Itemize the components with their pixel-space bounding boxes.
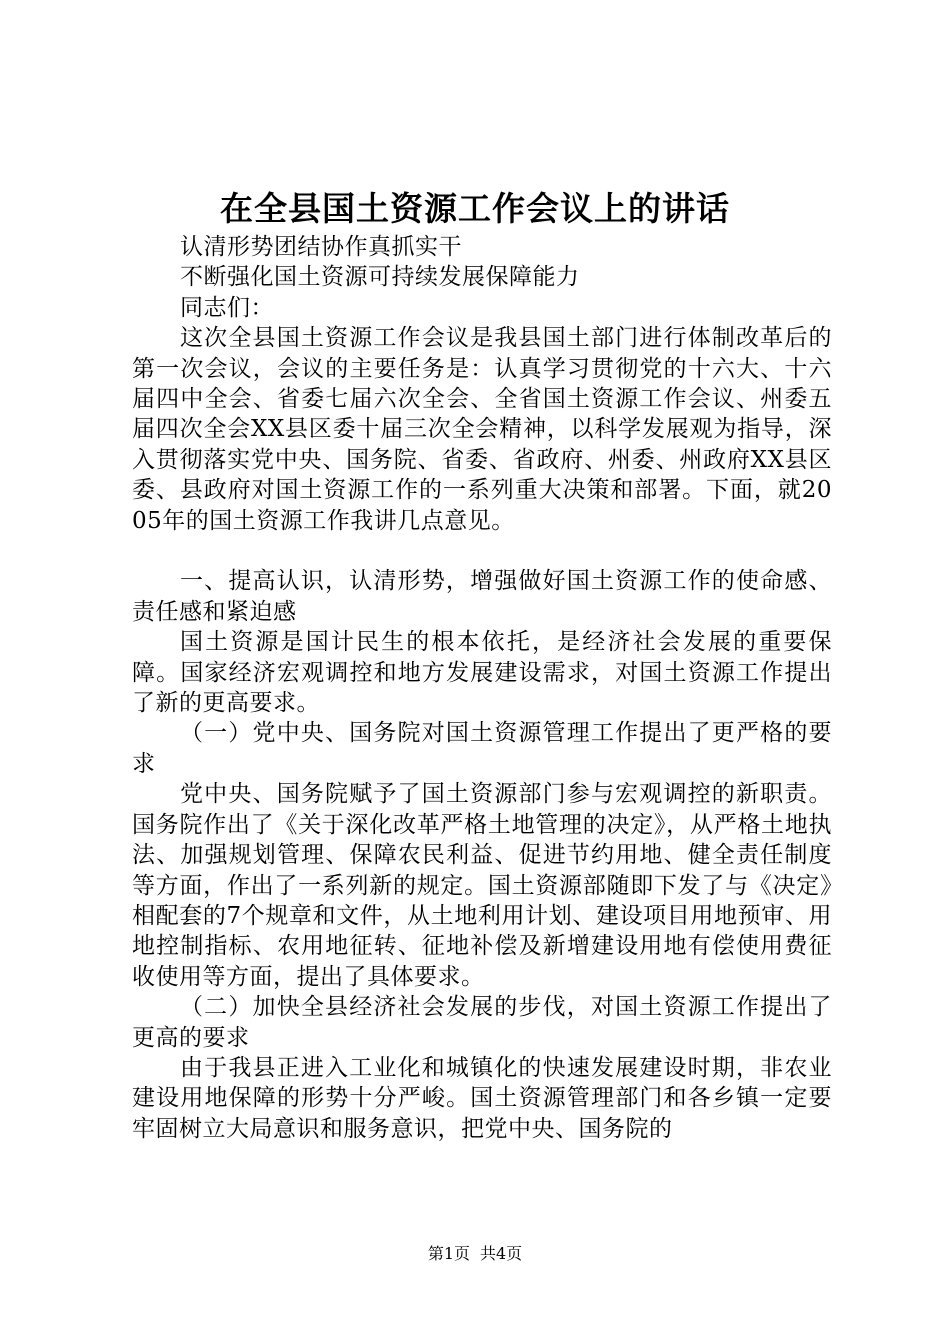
paragraph: 党中央、国务院赋予了国土资源部门参与宏观调控的新职责。国务院作出了《关于深化改革严格土地管理的决定》，从严格土地执法、加强规划管理、保障农民利益、促进节约用地、健全责任制度等方面，作出了一系列新的规定。国土资源部随即下发了与《决定》相配套的7个规章和文件，从土地利用计划、建设项目用地预审、用地控制指标、农用地征转、征地补偿及新增建设用地有偿使用费征收使用等方面，提出了具体要求。 xyxy=(132,781,832,990)
section-heading-1: 一、提高认识，认清形势，增强做好国土资源工作的使命感、责任感和紧迫感 xyxy=(132,568,832,625)
subtitle-line-1: 认清形势团结协作真抓实干 xyxy=(180,234,462,260)
page-footer xyxy=(0,1244,950,1264)
subsection-heading-2: （二）加快全县经济社会发展的步伐，对国土资源工作提出了更高的要求 xyxy=(132,994,832,1051)
document-body xyxy=(132,232,832,1144)
subsection-heading-1: （一）党中央、国务院对国土资源管理工作提出了更严格的要求 xyxy=(132,720,832,777)
subtitle-line-2: 不断强化国土资源可持续发展保障能力 xyxy=(180,264,580,291)
paragraph-intro: 这次全县国土资源工作会议是我县国土部门进行体制改革后的第一次会议，会议的主要任务是：认真学习贯彻党的十六大、十六届四中全会、省委七届六次全会、全省国土资源工作会议、州委五届四次全会XX县区委十届三次全会精神，以科学发展观为指导，深入贯彻落实党中央、国务院、省委、省政府、州委、州政府XX县区委、县政府对国土资源工作的一系列重大决策和部署。下面，就2005年的国土资源工作我讲几点意见。 xyxy=(132,325,832,534)
page-total: 共4页 xyxy=(480,1244,523,1263)
paragraph-gap xyxy=(132,536,832,566)
page-number: 第1页 xyxy=(427,1244,470,1263)
paragraph: 国土资源是国计民生的根本依托，是经济社会发展的重要保障。国家经济宏观调控和地方发展建设需求，对国土资源工作提出了新的更高要求。 xyxy=(132,629,832,717)
paragraph: 由于我县正进入工业化和城镇化的快速发展建设时期，非农业建设用地保障的形势十分严峻。国土资源管理部门和各乡镇一定要牢固树立大局意识和服务意识，把党中央、国务院的 xyxy=(132,1054,832,1142)
salutation: 同志们： xyxy=(180,294,274,321)
document-title: 在全县国土资源工作会议上的讲话 xyxy=(220,189,730,228)
